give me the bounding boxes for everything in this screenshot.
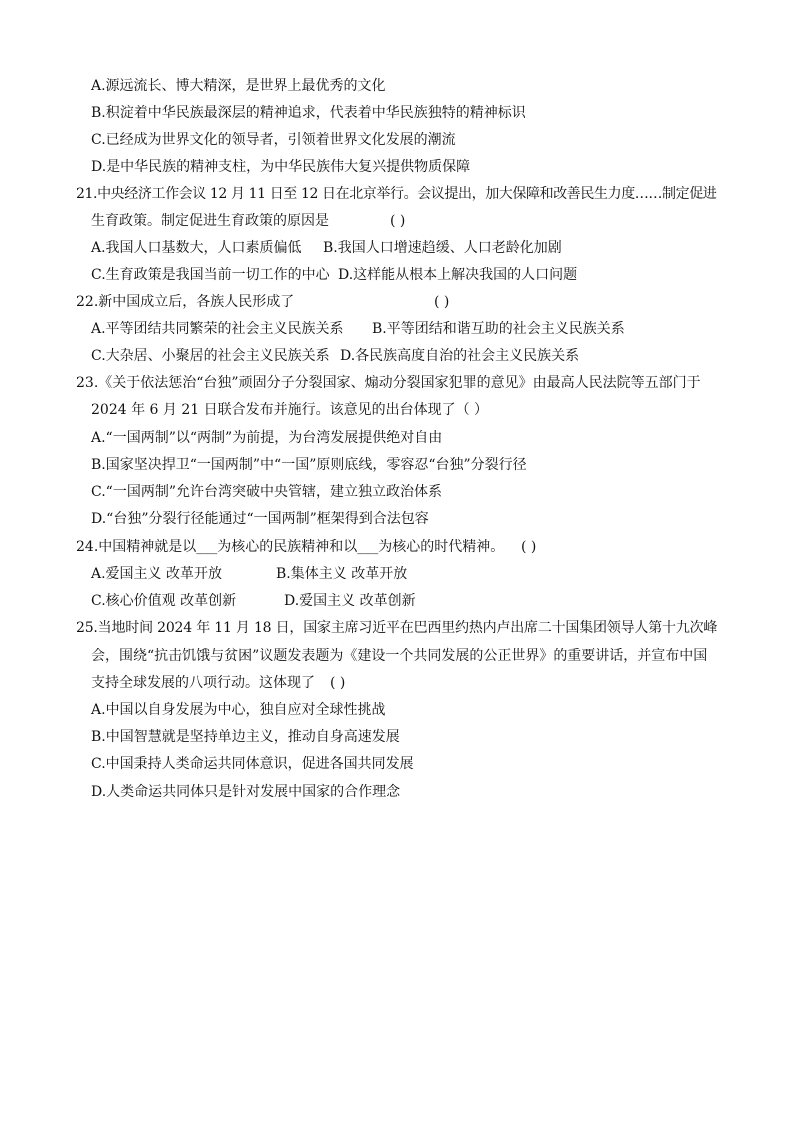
q22-option-d: D.各民族高度自治的社会主义民族关系 [340, 348, 580, 364]
q21-answer-paren: ( ) [390, 213, 406, 229]
q24-option-d: D.爱国主义 改革创新 [284, 593, 416, 609]
q22-option-b: B.平等团结和谐互助的社会主义民族关系 [372, 321, 625, 337]
q25-answer-paren: ( ) [330, 675, 346, 691]
q25-option-d: D.人类命运共同体只是针对发展中国家的合作理念 [91, 784, 401, 800]
q22-option-c: C.大杂居、小聚居的社会主义民族关系 [91, 348, 330, 364]
q24-option-a: A.爱国主义 改革开放 [91, 566, 223, 582]
q23-option-c: C.“一国两制”允许台湾突破中央管辖，建立独立政治体系 [91, 484, 442, 500]
q22-stem: 22.新中国成立后，各族人民形成了 [76, 294, 295, 310]
option-b: B.积淀着中华民族最深层的精神追求，代表着中华民族独特的精神标识 [91, 105, 526, 121]
q23-stem-line-1: 23.《关于依法惩治“台独”顽固分子分裂国家、煽动分裂国家犯罪的意见》由最高人民法院等五部门于 [76, 375, 701, 391]
q23-option-a: A.“一国两制”以“两制”为前提，为台湾发展提供绝对自由 [91, 430, 443, 446]
q25-stem-line-1: 25.当地时间 2024 年 11 月 18 日，国家主席习近平在巴西里约热内卢出席二十国集团领导人第十九次峰 [76, 620, 718, 636]
q24-stem: 24.中国精神就是以___为核心的民族精神和以___为核心的时代精神。 [76, 539, 505, 555]
q24-answer-paren: ( ) [521, 539, 537, 555]
q25-stem-line-3: 支持全球发展的八项行动。这体现了 [91, 675, 315, 691]
option-d: D.是中华民族的精神支柱，为中华民族伟大复兴提供物质保障 [91, 159, 471, 175]
q25-option-b: B.中国智慧就是坚持单边主义，推动自身高速发展 [91, 729, 400, 745]
q21-option-a: A.我国人口基数大，人口素质偏低 [91, 240, 302, 256]
q22-answer-paren: ( ) [434, 294, 450, 310]
q23-stem-line-2: 2024 年 6 月 21 日联合发布并施行。该意见的出台体现了（ ） [91, 402, 489, 418]
q21-stem-line-2: 生育政策。制定促进生育政策的原因是 [91, 213, 329, 229]
option-a: A.源远流长、博大精深，是世界上最优秀的文化 [91, 78, 386, 94]
q24-option-b: B.集体主义 改革开放 [276, 566, 408, 582]
q21-option-d: D.这样能从根本上解决我国的人口问题 [338, 267, 578, 283]
q21-stem-line-1: 21.中央经济工作会议 12 月 11 日至 12 日在北京举行。会议提出，加大保障和改善民生力度……制定促进 [76, 186, 717, 202]
q21-option-c: C.生育政策是我国当前一切工作的中心 [91, 267, 330, 283]
q25-option-c: C.中国秉持人类命运共同体意识，促进各国共同发展 [91, 756, 414, 772]
q21-option-b: B.我国人口增速趋缓、人口老龄化加剧 [323, 240, 562, 256]
q25-stem-line-2: 会，围绕“抗击饥饿与贫困”议题发表题为《建设一个共同发展的公正世界》的重要讲话，并宣布中国 [91, 648, 708, 664]
q23-option-d: D.“台独”分裂行径能通过“一国两制”框架得到合法包容 [91, 511, 429, 527]
q25-option-a: A.中国以自身发展为中心，独自应对全球性挑战 [91, 702, 386, 718]
option-c: C.已经成为世界文化的领导者，引领着世界文化发展的潮流 [91, 132, 456, 148]
q24-option-c: C.核心价值观 改革创新 [91, 593, 237, 609]
q23-option-b: B.国家坚决捍卫“一国两制”中“一国”原则底线，零容忍“台独”分裂行径 [91, 457, 527, 473]
q22-option-a: A.平等团结共同繁荣的社会主义民族关系 [91, 321, 344, 337]
